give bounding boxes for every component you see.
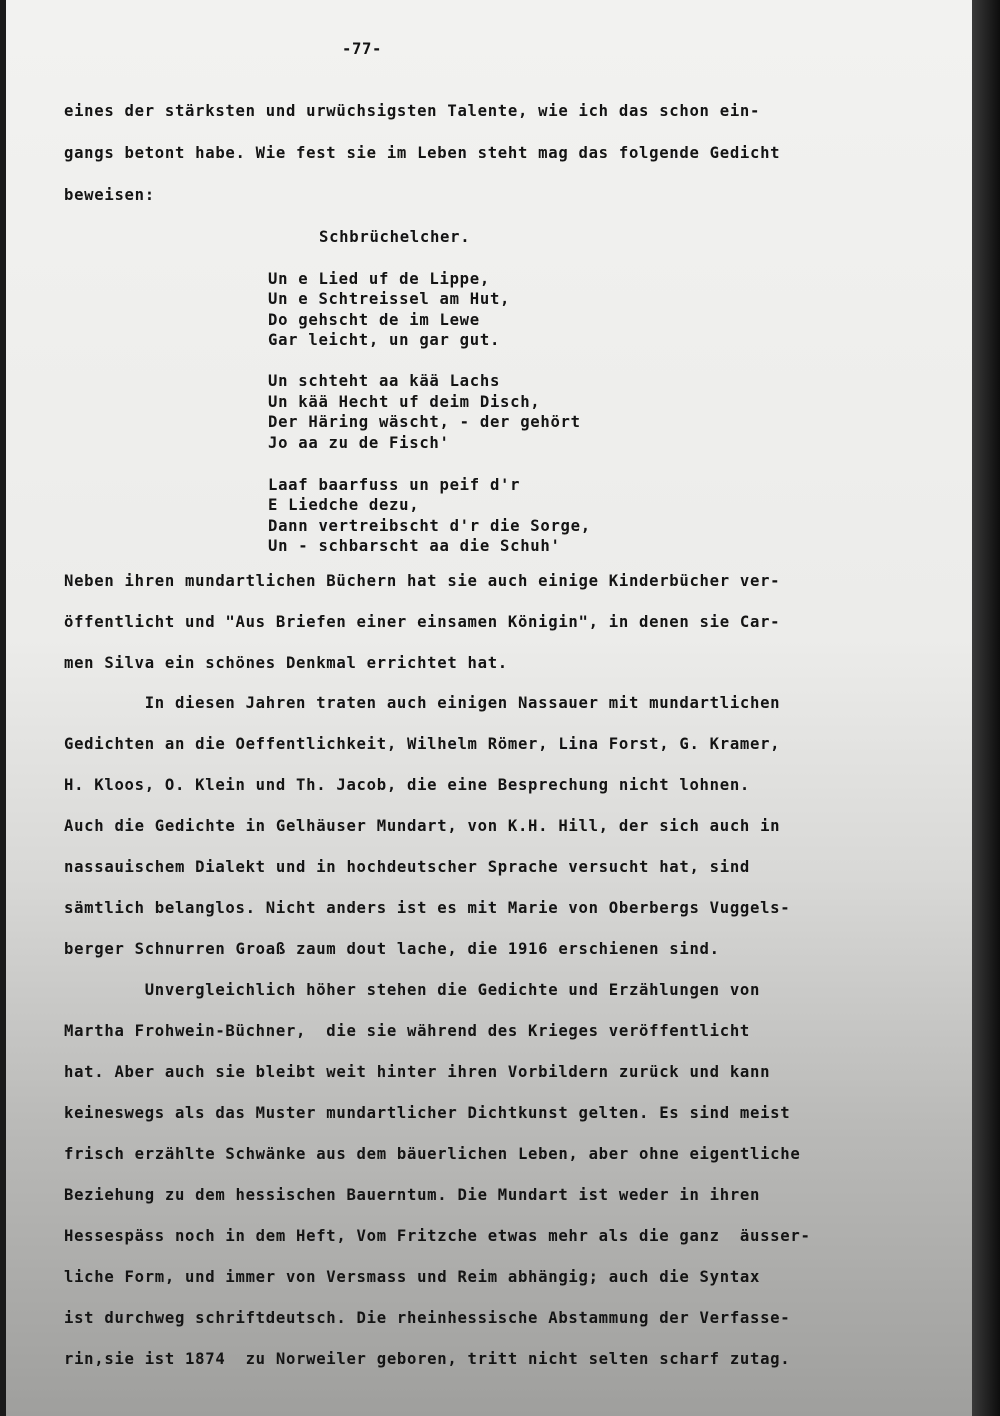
poem-line: E Liedche dezu,	[268, 496, 420, 514]
text-line: öffentlicht und "Aus Briefen einer einsamen Königin", in denen sie Car-	[64, 613, 781, 631]
text-line: rin,sie ist 1874 zu Norweiler geboren, tritt nicht selten scharf zutag.	[64, 1350, 791, 1368]
text-line: Unvergleichlich höher stehen die Gedichte und Erzählungen von	[64, 981, 761, 999]
text-line: gangs betont habe. Wie fest sie im Leben steht mag das folgende Gedicht	[64, 144, 781, 162]
text-line: sämtlich belanglos. Nicht anders ist es mit Marie von Oberbergs Vuggels-	[64, 899, 791, 917]
poem-line: Un schteht aa kää Lachs	[268, 372, 501, 390]
poem-line: Un - schbarscht aa die Schuh'	[268, 537, 561, 555]
text-line: frisch erzählte Schwänke aus dem bäuerlichen Leben, aber ohne eigentliche	[64, 1145, 801, 1163]
text-line: men Silva ein schönes Denkmal errichtet hat.	[64, 654, 508, 672]
text-line: ist durchweg schriftdeutsch. Die rheinhessische Abstammung der Verfasse-	[64, 1309, 791, 1327]
text-line: Gedichten an die Oeffentlichkeit, Wilhelm Römer, Lina Forst, G. Kramer,	[64, 735, 781, 753]
text-line: keineswegs als das Muster mundartlicher Dichtkunst gelten. Es sind meist	[64, 1104, 791, 1122]
text-line: liche Form, und immer von Versmass und Reim abhängig; auch die Syntax	[64, 1268, 761, 1286]
text-line: Auch die Gedichte in Gelhäuser Mundart, von K.H. Hill, der sich auch in	[64, 817, 781, 835]
poem-line: Gar leicht, un gar gut.	[268, 331, 501, 349]
poem-line: Un kää Hecht uf deim Disch,	[268, 393, 541, 411]
poem-line: Laaf baarfuss un peif d'r	[268, 476, 521, 494]
poem-line: Der Häring wäscht, - der gehört	[268, 413, 581, 431]
poem-line: Dann vertreibscht d'r die Sorge,	[268, 517, 591, 535]
page-number: -77-	[342, 40, 382, 58]
poem-line: Un e Schtreissel am Hut,	[268, 290, 511, 308]
text-line: Martha Frohwein-Büchner, die sie während des Krieges veröffentlicht	[64, 1022, 750, 1040]
poem-line: Un e Lied uf de Lippe,	[268, 270, 490, 288]
text-line: berger Schnurren Groaß zaum dout lache, die 1916 erschienen sind.	[64, 940, 720, 958]
text-line: beweisen:	[64, 186, 155, 204]
text-line: hat. Aber auch sie bleibt weit hinter ihren Vorbildern zurück und kann	[64, 1063, 771, 1081]
text-line: nassauischem Dialekt und in hochdeutscher Sprache versucht hat, sind	[64, 858, 750, 876]
typewritten-page	[6, 0, 972, 1416]
text-line: Neben ihren mundartlichen Büchern hat sie auch einige Kinderbücher ver-	[64, 572, 781, 590]
poem-title: Schbrüchelcher.	[319, 228, 471, 246]
scan-edge-shadow	[972, 0, 1000, 1416]
text-line: Beziehung zu dem hessischen Bauerntum. Die Mundart ist weder in ihren	[64, 1186, 761, 1204]
text-line: eines der stärksten und urwüchsigsten Talente, wie ich das schon ein-	[64, 102, 761, 120]
text-line: H. Kloos, O. Klein und Th. Jacob, die eine Besprechung nicht lohnen.	[64, 776, 750, 794]
poem-line: Do gehscht de im Lewe	[268, 311, 480, 329]
text-line: Hessespäss noch in dem Heft, Vom Fritzche etwas mehr als die ganz äusser-	[64, 1227, 811, 1245]
text-line: In diesen Jahren traten auch einigen Nassauer mit mundartlichen	[64, 694, 781, 712]
poem-line: Jo aa zu de Fisch'	[268, 434, 450, 452]
